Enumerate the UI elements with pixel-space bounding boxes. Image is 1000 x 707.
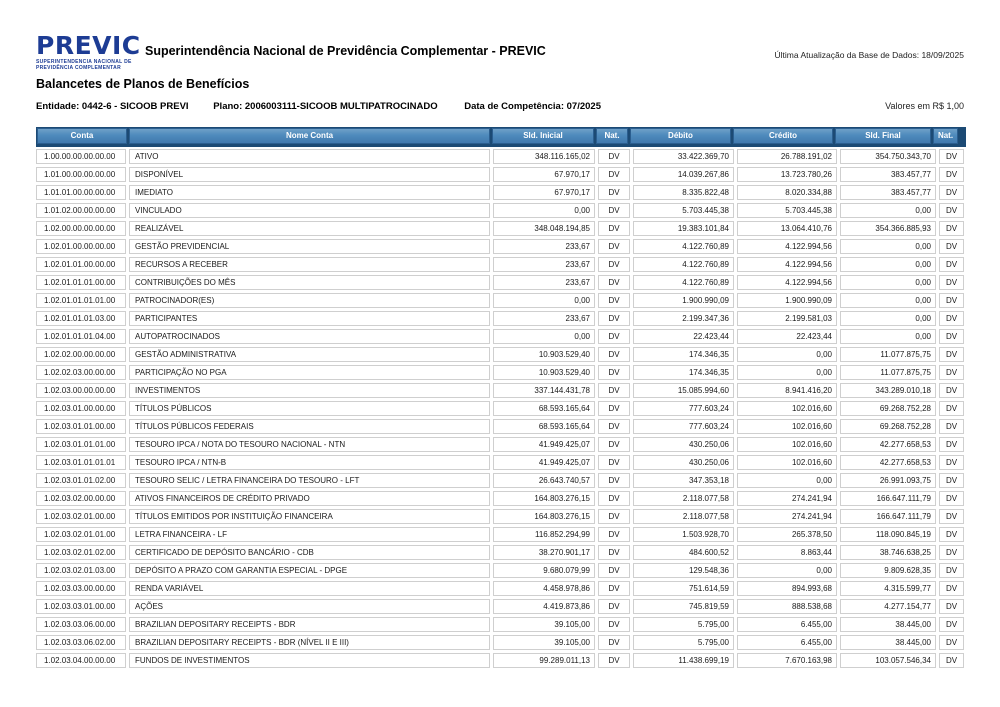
cell-debito: 777.603,24 <box>633 419 734 434</box>
table-row <box>36 311 966 326</box>
table-row <box>36 167 966 182</box>
cell-nat2: DV <box>939 437 964 452</box>
cell-nome-conta: IMEDIATO <box>129 185 490 200</box>
cell-sld-inicial: 41.949.425,07 <box>493 437 595 452</box>
cell-nome-conta: BRAZILIAN DEPOSITARY RECEIPTS - BDR <box>129 617 490 632</box>
cell-debito: 129.548,36 <box>633 563 734 578</box>
cell-debito: 745.819,59 <box>633 599 734 614</box>
last-update-text: Última Atualização da Base de Dados: 18/09/2025 <box>774 50 964 60</box>
cell-nat: DV <box>598 401 630 416</box>
cell-conta: 1.02.03.02.00.00.00 <box>36 491 126 506</box>
cell-sld-final: 69.268.752,28 <box>840 419 936 434</box>
cell-sld-inicial: 67.970,17 <box>493 185 595 200</box>
cell-debito: 4.122.760,89 <box>633 275 734 290</box>
cell-credito: 8.941.416,20 <box>737 383 837 398</box>
cell-debito: 8.335.822,48 <box>633 185 734 200</box>
cell-nome-conta: TESOURO IPCA / NTN-B <box>129 455 490 470</box>
cell-conta: 1.02.01.01.01.01.00 <box>36 293 126 308</box>
cell-credito: 888.538,68 <box>737 599 837 614</box>
cell-nat2: DV <box>939 527 964 542</box>
cell-nat: DV <box>598 311 630 326</box>
cell-nat2: DV <box>939 563 964 578</box>
cell-debito: 751.614,59 <box>633 581 734 596</box>
cell-nome-conta: PARTICIPANTES <box>129 311 490 326</box>
cell-nat2: DV <box>939 293 964 308</box>
cell-sld-inicial: 233,67 <box>493 239 595 254</box>
cell-sld-inicial: 4.458.978,86 <box>493 581 595 596</box>
cell-sld-inicial: 116.852.294,99 <box>493 527 595 542</box>
table-row <box>36 275 966 290</box>
cell-sld-inicial: 39.105,00 <box>493 617 595 632</box>
cell-nat: DV <box>598 491 630 506</box>
table-row <box>36 347 966 362</box>
cell-sld-final: 38.445,00 <box>840 635 936 650</box>
cell-sld-final: 4.277.154,77 <box>840 599 936 614</box>
cell-debito: 5.795,00 <box>633 635 734 650</box>
plan-label: Plano: 2006003111-SICOOB MULTIPATROCINADO <box>213 101 438 112</box>
cell-conta: 1.02.01.01.01.00.00 <box>36 275 126 290</box>
previc-logo-caption-line2: PREVIDÊNCIA COMPLEMENTAR <box>36 65 121 71</box>
cell-nome-conta: TESOURO SELIC / LETRA FINANCEIRA DO TESOURO - LFT <box>129 473 490 488</box>
cell-nat2: DV <box>939 185 964 200</box>
cell-debito: 4.122.760,89 <box>633 239 734 254</box>
table-body <box>36 149 966 668</box>
cell-debito: 4.122.760,89 <box>633 257 734 272</box>
cell-nat: DV <box>598 581 630 596</box>
cell-nat: DV <box>598 653 630 668</box>
cell-nat2: DV <box>939 203 964 218</box>
cell-debito: 15.085.994,60 <box>633 383 734 398</box>
cell-nat: DV <box>598 527 630 542</box>
cell-nat2: DV <box>939 221 964 236</box>
cell-sld-inicial: 9.680.079,99 <box>493 563 595 578</box>
cell-credito: 102.016,60 <box>737 455 837 470</box>
cell-conta: 1.02.01.01.01.03.00 <box>36 311 126 326</box>
cell-debito: 430.250,06 <box>633 437 734 452</box>
cell-nat2: DV <box>939 581 964 596</box>
cell-sld-inicial: 337.144.431,78 <box>493 383 595 398</box>
cell-nat2: DV <box>939 653 964 668</box>
report-info-line <box>36 101 601 112</box>
cell-nat2: DV <box>939 257 964 272</box>
table-row <box>36 545 966 560</box>
cell-nat: DV <box>598 185 630 200</box>
cell-nome-conta: LETRA FINANCEIRA - LF <box>129 527 490 542</box>
cell-nat2: DV <box>939 275 964 290</box>
cell-credito: 13.723.780,26 <box>737 167 837 182</box>
cell-credito: 4.122.994,56 <box>737 239 837 254</box>
cell-credito: 0,00 <box>737 365 837 380</box>
cell-conta: 1.02.01.01.01.04.00 <box>36 329 126 344</box>
cell-conta: 1.02.03.03.06.00.00 <box>36 617 126 632</box>
cell-nome-conta: DEPÓSITO A PRAZO COM GARANTIA ESPECIAL - DPGE <box>129 563 490 578</box>
cell-nat: DV <box>598 455 630 470</box>
cell-credito: 6.455,00 <box>737 635 837 650</box>
cell-sld-inicial: 10.903.529,40 <box>493 347 595 362</box>
cell-credito: 8.020.334,88 <box>737 185 837 200</box>
column-header-nome-conta: Nome Conta <box>129 128 490 144</box>
cell-nome-conta: TESOURO IPCA / NOTA DO TESOURO NACIONAL - NTN <box>129 437 490 452</box>
column-header-nat2: Nat. <box>933 128 958 144</box>
cell-sld-final: 354.750.343,70 <box>840 149 936 164</box>
cell-nome-conta: RENDA VARIÁVEL <box>129 581 490 596</box>
cell-sld-inicial: 68.593.165,64 <box>493 401 595 416</box>
cell-nat2: DV <box>939 545 964 560</box>
table-row <box>36 401 966 416</box>
cell-sld-final: 166.647.111,79 <box>840 491 936 506</box>
cell-debito: 2.199.347,36 <box>633 311 734 326</box>
cell-nome-conta: CERTIFICADO DE DEPÓSITO BANCÁRIO - CDB <box>129 545 490 560</box>
cell-conta: 1.02.03.01.01.02.00 <box>36 473 126 488</box>
cell-sld-inicial: 348.116.165,02 <box>493 149 595 164</box>
cell-credito: 102.016,60 <box>737 437 837 452</box>
cell-credito: 265.378,50 <box>737 527 837 542</box>
cell-sld-inicial: 41.949.425,07 <box>493 455 595 470</box>
previc-logo-caption-line1: SUPERINTENDENCIA NACIONAL DE <box>36 59 132 65</box>
table-row <box>36 473 966 488</box>
cell-credito: 2.199.581,03 <box>737 311 837 326</box>
previc-logo-caption <box>36 59 146 71</box>
cell-debito: 11.438.699,19 <box>633 653 734 668</box>
cell-sld-inicial: 164.803.276,15 <box>493 509 595 524</box>
cell-sld-final: 4.315.599,77 <box>840 581 936 596</box>
cell-nat: DV <box>598 329 630 344</box>
cell-nat: DV <box>598 617 630 632</box>
cell-sld-inicial: 68.593.165,64 <box>493 419 595 434</box>
cell-debito: 174.346,35 <box>633 365 734 380</box>
cell-nome-conta: REALIZÁVEL <box>129 221 490 236</box>
cell-nat: DV <box>598 365 630 380</box>
cell-conta: 1.02.03.02.01.00.00 <box>36 509 126 524</box>
cell-sld-final: 0,00 <box>840 203 936 218</box>
cell-nome-conta: BRAZILIAN DEPOSITARY RECEIPTS - BDR (NÍVEL II E III) <box>129 635 490 650</box>
cell-sld-final: 0,00 <box>840 311 936 326</box>
cell-credito: 22.423,44 <box>737 329 837 344</box>
competence-label: Data de Competência: 07/2025 <box>464 101 601 112</box>
cell-sld-inicial: 164.803.276,15 <box>493 491 595 506</box>
cell-nat: DV <box>598 635 630 650</box>
cell-credito: 1.900.990,09 <box>737 293 837 308</box>
table-row <box>36 419 966 434</box>
cell-sld-final: 118.090.845,19 <box>840 527 936 542</box>
cell-nat2: DV <box>939 239 964 254</box>
report-subtitle: Balancetes de Planos de Benefícios <box>36 77 250 91</box>
cell-conta: 1.02.03.01.01.01.00 <box>36 437 126 452</box>
cell-credito: 0,00 <box>737 563 837 578</box>
cell-nome-conta: PARTICIPAÇÃO NO PGA <box>129 365 490 380</box>
cell-debito: 777.603,24 <box>633 401 734 416</box>
cell-sld-inicial: 38.270.901,17 <box>493 545 595 560</box>
cell-debito: 1.900.990,09 <box>633 293 734 308</box>
cell-credito: 7.670.163,98 <box>737 653 837 668</box>
cell-sld-final: 0,00 <box>840 239 936 254</box>
cell-nome-conta: INVESTIMENTOS <box>129 383 490 398</box>
cell-debito: 14.039.267,86 <box>633 167 734 182</box>
cell-nome-conta: GESTÃO PREVIDENCIAL <box>129 239 490 254</box>
column-header-debito: Débito <box>630 128 731 144</box>
cell-credito: 8.863,44 <box>737 545 837 560</box>
table-row <box>36 617 966 632</box>
cell-sld-final: 0,00 <box>840 275 936 290</box>
table-row <box>36 527 966 542</box>
cell-nat: DV <box>598 545 630 560</box>
cell-debito: 22.423,44 <box>633 329 734 344</box>
cell-nat2: DV <box>939 473 964 488</box>
cell-sld-inicial: 10.903.529,40 <box>493 365 595 380</box>
cell-sld-final: 383.457,77 <box>840 167 936 182</box>
column-header-sld-final: Sld. Final <box>835 128 931 144</box>
cell-sld-final: 26.991.093,75 <box>840 473 936 488</box>
cell-sld-final: 383.457,77 <box>840 185 936 200</box>
cell-debito: 19.383.101,84 <box>633 221 734 236</box>
cell-conta: 1.02.01.01.00.00.00 <box>36 257 126 272</box>
cell-sld-final: 38.445,00 <box>840 617 936 632</box>
cell-conta: 1.02.03.04.00.00.00 <box>36 653 126 668</box>
cell-credito: 274.241,94 <box>737 509 837 524</box>
cell-sld-inicial: 0,00 <box>493 203 595 218</box>
cell-credito: 6.455,00 <box>737 617 837 632</box>
cell-debito: 5.795,00 <box>633 617 734 632</box>
cell-nat: DV <box>598 149 630 164</box>
cell-nat2: DV <box>939 509 964 524</box>
cell-debito: 1.503.928,70 <box>633 527 734 542</box>
cell-nat2: DV <box>939 365 964 380</box>
table-row <box>36 635 966 650</box>
cell-sld-final: 343.289.010,18 <box>840 383 936 398</box>
table-row <box>36 509 966 524</box>
table-row <box>36 653 966 668</box>
cell-conta: 1.02.02.00.00.00.00 <box>36 347 126 362</box>
cell-sld-inicial: 67.970,17 <box>493 167 595 182</box>
cell-debito: 2.118.077,58 <box>633 509 734 524</box>
cell-debito: 2.118.077,58 <box>633 491 734 506</box>
cell-nome-conta: ATIVOS FINANCEIROS DE CRÉDITO PRIVADO <box>129 491 490 506</box>
balance-table <box>36 127 966 671</box>
cell-conta: 1.02.03.03.06.02.00 <box>36 635 126 650</box>
cell-conta: 1.02.03.00.00.00.00 <box>36 383 126 398</box>
cell-nat: DV <box>598 419 630 434</box>
cell-conta: 1.02.03.02.01.03.00 <box>36 563 126 578</box>
cell-nat2: DV <box>939 311 964 326</box>
table-row <box>36 257 966 272</box>
cell-sld-final: 9.809.628,35 <box>840 563 936 578</box>
cell-credito: 894.993,68 <box>737 581 837 596</box>
cell-sld-final: 0,00 <box>840 329 936 344</box>
table-row <box>36 383 966 398</box>
table-header <box>36 127 966 147</box>
cell-sld-inicial: 233,67 <box>493 311 595 326</box>
cell-conta: 1.02.03.01.01.01.01 <box>36 455 126 470</box>
table-row <box>36 329 966 344</box>
table-row <box>36 455 966 470</box>
cell-nome-conta: RECURSOS A RECEBER <box>129 257 490 272</box>
cell-nome-conta: AUTOPATROCINADOS <box>129 329 490 344</box>
cell-conta: 1.02.03.03.01.00.00 <box>36 599 126 614</box>
cell-sld-final: 354.366.885,93 <box>840 221 936 236</box>
column-header-conta: Conta <box>37 128 127 144</box>
cell-nat: DV <box>598 167 630 182</box>
cell-debito: 5.703.445,38 <box>633 203 734 218</box>
cell-conta: 1.02.03.01.01.00.00 <box>36 419 126 434</box>
cell-conta: 1.02.03.03.00.00.00 <box>36 581 126 596</box>
cell-sld-final: 103.057.546,34 <box>840 653 936 668</box>
cell-nat2: DV <box>939 491 964 506</box>
cell-credito: 102.016,60 <box>737 419 837 434</box>
cell-credito: 5.703.445,38 <box>737 203 837 218</box>
table-row <box>36 563 966 578</box>
cell-nome-conta: DISPONÍVEL <box>129 167 490 182</box>
cell-credito: 26.788.191,02 <box>737 149 837 164</box>
cell-credito: 0,00 <box>737 347 837 362</box>
table-row <box>36 293 966 308</box>
cell-nat2: DV <box>939 599 964 614</box>
cell-nat2: DV <box>939 167 964 182</box>
cell-sld-final: 38.746.638,25 <box>840 545 936 560</box>
cell-conta: 1.02.03.02.01.01.00 <box>36 527 126 542</box>
cell-debito: 33.422.369,70 <box>633 149 734 164</box>
table-row <box>36 239 966 254</box>
cell-nat: DV <box>598 257 630 272</box>
table-row <box>36 599 966 614</box>
cell-sld-inicial: 233,67 <box>493 275 595 290</box>
cell-nome-conta: ATIVO <box>129 149 490 164</box>
cell-conta: 1.02.03.01.00.00.00 <box>36 401 126 416</box>
table-row <box>36 203 966 218</box>
cell-debito: 430.250,06 <box>633 455 734 470</box>
table-row <box>36 491 966 506</box>
cell-conta: 1.00.00.00.00.00.00 <box>36 149 126 164</box>
cell-nat: DV <box>598 347 630 362</box>
table-row <box>36 437 966 452</box>
cell-nat2: DV <box>939 329 964 344</box>
cell-debito: 484.600,52 <box>633 545 734 560</box>
page-title: Superintendência Nacional de Previdência Complementar - PREVIC <box>145 44 546 58</box>
cell-nat: DV <box>598 599 630 614</box>
cell-nat2: DV <box>939 149 964 164</box>
cell-nat: DV <box>598 203 630 218</box>
cell-nome-conta: PATROCINADOR(ES) <box>129 293 490 308</box>
cell-credito: 4.122.994,56 <box>737 275 837 290</box>
cell-nome-conta: FUNDOS DE INVESTIMENTOS <box>129 653 490 668</box>
cell-credito: 102.016,60 <box>737 401 837 416</box>
cell-sld-final: 0,00 <box>840 293 936 308</box>
cell-conta: 1.02.02.03.00.00.00 <box>36 365 126 380</box>
cell-nat: DV <box>598 275 630 290</box>
cell-nat: DV <box>598 473 630 488</box>
cell-credito: 274.241,94 <box>737 491 837 506</box>
cell-sld-final: 0,00 <box>840 257 936 272</box>
cell-nat2: DV <box>939 347 964 362</box>
cell-sld-inicial: 348.048.194,85 <box>493 221 595 236</box>
cell-nome-conta: AÇÕES <box>129 599 490 614</box>
cell-nat2: DV <box>939 455 964 470</box>
cell-nat2: DV <box>939 617 964 632</box>
cell-nat2: DV <box>939 383 964 398</box>
currency-note: Valores em R$ 1,00 <box>885 101 964 111</box>
cell-nat: DV <box>598 293 630 308</box>
cell-nat: DV <box>598 383 630 398</box>
cell-nome-conta: CONTRIBUIÇÕES DO MÊS <box>129 275 490 290</box>
cell-nat: DV <box>598 239 630 254</box>
table-row <box>36 149 966 164</box>
cell-sld-final: 11.077.875,75 <box>840 365 936 380</box>
cell-nome-conta: TÍTULOS PÚBLICOS FEDERAIS <box>129 419 490 434</box>
cell-credito: 13.064.410,76 <box>737 221 837 236</box>
cell-sld-final: 42.277.658,53 <box>840 437 936 452</box>
cell-conta: 1.01.01.00.00.00.00 <box>36 185 126 200</box>
cell-credito: 0,00 <box>737 473 837 488</box>
entity-label: Entidade: 0442-6 - SICOOB PREVI <box>36 101 189 112</box>
cell-sld-inicial: 99.289.011,13 <box>493 653 595 668</box>
cell-sld-final: 166.647.111,79 <box>840 509 936 524</box>
cell-sld-inicial: 39.105,00 <box>493 635 595 650</box>
cell-sld-final: 69.268.752,28 <box>840 401 936 416</box>
cell-nat2: DV <box>939 419 964 434</box>
cell-debito: 347.353,18 <box>633 473 734 488</box>
cell-conta: 1.02.00.00.00.00.00 <box>36 221 126 236</box>
cell-nome-conta: VINCULADO <box>129 203 490 218</box>
cell-sld-inicial: 0,00 <box>493 293 595 308</box>
cell-sld-inicial: 0,00 <box>493 329 595 344</box>
cell-credito: 4.122.994,56 <box>737 257 837 272</box>
column-header-nat: Nat. <box>596 128 628 144</box>
cell-conta: 1.02.01.00.00.00.00 <box>36 239 126 254</box>
cell-nat: DV <box>598 221 630 236</box>
previc-logo-text: PREVIC <box>36 31 141 60</box>
previc-logo <box>36 33 146 71</box>
table-row <box>36 581 966 596</box>
cell-sld-final: 42.277.658,53 <box>840 455 936 470</box>
cell-conta: 1.01.00.00.00.00.00 <box>36 167 126 182</box>
column-header-credito: Crédito <box>733 128 833 144</box>
cell-sld-final: 11.077.875,75 <box>840 347 936 362</box>
cell-conta: 1.01.02.00.00.00.00 <box>36 203 126 218</box>
cell-nat: DV <box>598 509 630 524</box>
cell-nat2: DV <box>939 635 964 650</box>
column-header-sld-inicial: Sld. Inicial <box>492 128 594 144</box>
cell-nome-conta: TÍTULOS EMITIDOS POR INSTITUIÇÃO FINANCEIRA <box>129 509 490 524</box>
cell-nat: DV <box>598 437 630 452</box>
cell-conta: 1.02.03.02.01.02.00 <box>36 545 126 560</box>
table-row <box>36 185 966 200</box>
cell-sld-inicial: 4.419.873,86 <box>493 599 595 614</box>
table-header-row <box>37 128 965 144</box>
cell-sld-inicial: 26.643.740,57 <box>493 473 595 488</box>
cell-nat2: DV <box>939 401 964 416</box>
table-row <box>36 365 966 380</box>
cell-sld-inicial: 233,67 <box>493 257 595 272</box>
cell-nat: DV <box>598 563 630 578</box>
cell-debito: 174.346,35 <box>633 347 734 362</box>
cell-nome-conta: TÍTULOS PÚBLICOS <box>129 401 490 416</box>
cell-nome-conta: GESTÃO ADMINISTRATIVA <box>129 347 490 362</box>
table-row <box>36 221 966 236</box>
